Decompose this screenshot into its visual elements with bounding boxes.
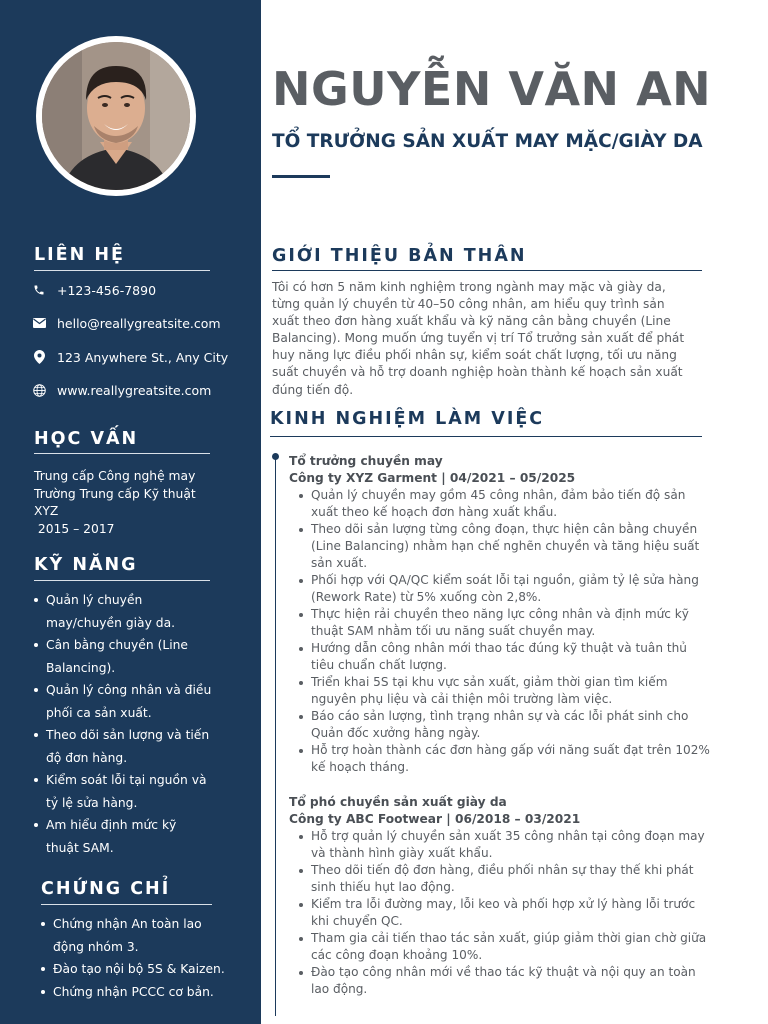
profile-line: Balancing). Mong muốn ứng tuyển vị trí Tổ trưởng sản xuất để phát [272,331,685,346]
contact-address [32,347,228,367]
sidebar [0,0,261,1024]
job-bullet: Hỗ trợ hoàn thành các đơn hàng gấp với năng suất đạt trên 102% kế hoạch tháng. [297,742,727,776]
experience-divider [270,436,702,437]
profile-line: huy năng lực điều phối nhân sự, kiểm soát chất lượng, tối ưu năng [272,348,677,363]
phone-icon [32,283,46,297]
contact-divider [34,270,210,271]
job-bullet: Hỗ trợ quản lý chuyền sản xuất 35 công nhân tại công đoạn may và thành hình giày xuất khẩu. [297,828,727,862]
profile-photo [42,42,190,190]
job-title: Tổ trưởng chuyền may [289,454,443,468]
email-text: hello@reallygreatsite.com [57,315,221,331]
profile-line: đúng tiến độ. [272,382,354,397]
education-details [34,468,234,538]
job-bullet: Theo dõi tiến độ đơn hàng, điều phối nhân sự thay thế khi phát sinh thiếu hụt lao động. [297,862,727,896]
profile-line: xuất theo đơn hàng xuất khẩu và kỹ năng cân bằng chuyền (Line [272,314,671,329]
candidate-role: TỔ TRƯỞNG SẢN XUẤT MAY MẶC/GIÀY DA [272,131,703,152]
skill-item: Cân bằng chuyền (Line Balancing). [34,634,211,679]
skills-divider [34,580,210,581]
profile-divider [272,270,702,271]
job-title: Tổ phó chuyền sản xuất giày da [289,795,507,809]
job-bullet: Thực hiện rải chuyền theo năng lực công nhân và định mức kỹ thuật SAM nhằm tối ưu năng suất chuyền may. [297,606,727,640]
website-text: www.reallygreatsite.com [57,382,212,398]
certificate-item: Đào tạo nội bộ 5S & Kaizen. [41,958,225,981]
job-bullet: Triển khai 5S tại khu vực sản xuất, giảm thời gian tìm kiếm nguyên phụ liệu và cải thiện môi trường làm việc. [297,674,727,708]
profile-text [272,279,702,399]
mail-icon [32,316,46,330]
contact-phone [32,280,156,300]
job-bullets [297,828,727,998]
experience-heading: KINH NGHIỆM LÀM VIỆC [270,409,545,429]
globe-icon [32,383,46,397]
education-heading: HỌC VẤN [34,429,139,449]
skill-item: Theo dõi sản lượng và tiến độ đơn hàng. [34,724,211,769]
timeline-dot [272,453,279,460]
job-bullet: Quản lý chuyền may gồm 45 công nhân, đảm bảo tiến độ sản xuất theo kế hoạch đơn hàng xuất khẩu. [297,487,727,521]
education-divider [34,453,210,454]
certificate-item: Chứng nhận PCCC cơ bản. [41,981,225,1004]
job-company: Công ty ABC Footwear | 06/2018 – 03/2021 [289,812,581,826]
candidate-name: NGUYỄN VĂN AN [272,62,712,116]
skills-list [34,589,211,859]
profile-line: từng quản lý chuyền từ 40–50 công nhân, am hiểu quy trình sản [272,297,665,312]
certificate-item: Chứng nhận An toàn lao động nhóm 3. [41,913,225,958]
location-pin-icon [32,350,46,364]
education-line: Trường Trung cấp Kỹ thuật [34,486,196,501]
contact-email [32,313,221,333]
profile-line: Tôi có hơn 5 năm kinh nghiệm trong ngành may mặc và giày da, [272,280,666,294]
job-bullet: Báo cáo sản lượng, tình trạng nhân sự và các lỗi phát sinh cho Quản đốc xưởng hằng ngày. [297,708,727,742]
timeline-line [275,456,276,1016]
profile-line: suất chuyền và hỗ trợ doanh nghiệp hoàn thành kế hoạch sản xuất [272,365,683,380]
education-line: XYZ [34,504,59,518]
job-bullet: Phối hợp với QA/QC kiểm soát lỗi tại nguồn, giảm tỷ lệ sửa hàng (Rework Rate) từ 5% xuống còn 2,8%. [297,572,727,606]
phone-text: +123-456-7890 [57,282,157,298]
job-company: Công ty XYZ Garment | 04/2021 – 05/2025 [289,471,576,485]
skills-heading: KỸ NĂNG [34,555,138,575]
skill-item: Kiểm soát lỗi tại nguồn và tỷ lệ sửa hàng. [34,769,211,814]
certificates-divider [41,904,212,905]
address-text: 123 Anywhere St., Any City [57,349,229,365]
job-bullet: Tham gia cải tiến thao tác sản xuất, giúp giảm thời gian chờ giữa các công đoạn khoảng 10%. [297,930,727,964]
certificates-list [41,913,225,1003]
skill-item: Am hiểu định mức kỹ thuật SAM. [34,814,211,859]
skill-item: Quản lý công nhân và điều phối ca sản xuất. [34,679,211,724]
job-bullets [297,487,727,776]
job-bullet: Theo dõi sản lượng từng công đoạn, thực hiện cân bằng chuyền (Line Balancing) nhằm hạn chế nghẽn chuyền và tăng hiệu suất sản xuất. [297,521,727,572]
skill-item: Quản lý chuyền may/chuyền giày da. [34,589,211,634]
contact-website [32,380,211,400]
certificates-heading: CHỨNG CHỈ [41,879,171,899]
job-bullet: Hướng dẫn công nhân mới thao tác đúng kỹ thuật và tuân thủ tiêu chuẩn chất lượng. [297,640,727,674]
education-line: 2015 – 2017 [34,521,115,536]
contact-heading: LIÊN HỆ [34,245,125,265]
job-bullet: Kiểm tra lỗi đường may, lỗi keo và phối hợp xử lý hàng lỗi trước khi chuyển QC. [297,896,727,930]
job-bullet: Đào tạo công nhân mới về thao tác kỹ thuật và nội quy an toàn lao động. [297,964,727,998]
education-line: Trung cấp Công nghệ may [34,469,196,483]
title-accent-bar [272,175,330,178]
profile-heading: GIỚI THIỆU BẢN THÂN [272,246,527,266]
profile-photo-frame [36,36,196,196]
